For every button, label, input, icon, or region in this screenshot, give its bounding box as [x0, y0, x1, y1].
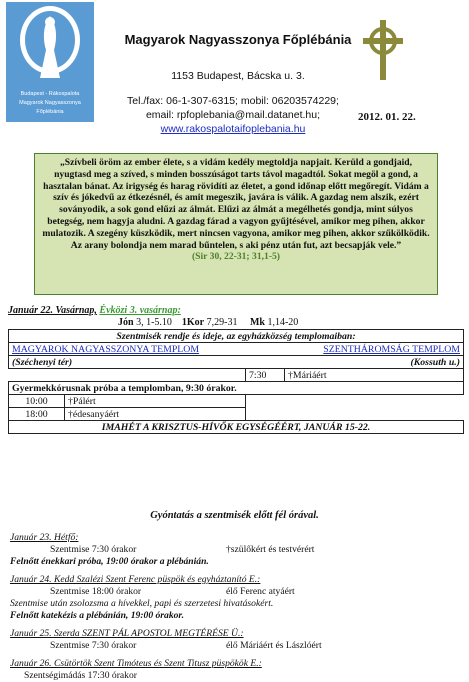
parish-title: Magyarok Nagyasszonya Főplébánia: [124, 32, 352, 47]
church-left-cell: [9, 343, 246, 356]
website-link[interactable]: www.rakospalotaifoplebania.hu: [160, 123, 306, 135]
cross-icon: [360, 20, 406, 80]
parish-logo: [6, 2, 94, 122]
sunday-date: Január 22. Vasárnap,: [8, 305, 97, 316]
logo-line-1: Budapest - Rákospalota: [20, 91, 80, 97]
bulletin-date: 2012. 01. 22.: [358, 111, 416, 123]
confession-note: Gyóntatás a szentmisék előtt fél órával.: [150, 510, 319, 521]
church-right-name: SZENTHÁROMSÁG TEMPLOM: [323, 343, 460, 355]
church-right-sub: (Kossuth u.): [246, 356, 464, 369]
parish-address: 1153 Budapest, Bácska u. 3.: [171, 70, 305, 82]
quote-box: [34, 153, 438, 295]
email-line: email: rpfoplebania@mail.datanet.hu;: [145, 109, 321, 121]
list-item: Január 25. Szerda SZENT PÁL APOSTOL MEGTÉRÉSE Ü.:: [10, 628, 244, 639]
quote-source: (Sir 30, 22-31; 31,1-5): [191, 251, 281, 263]
list-item: Január 24. Kedd Szalézi Szent Ferenc püspök és egyháztanító E.:: [10, 574, 261, 585]
mass-schedule-table: [8, 329, 464, 434]
church-right-cell: [246, 343, 464, 356]
table-row: 10:00 †Pálért: [9, 395, 464, 408]
schedule-intro: Szentmisék rendje és ideje, az egyházközség templomaiban:: [9, 330, 464, 343]
sunday-heading: Január 22. Vasárnap, Évközi 3. vasárnap:: [8, 305, 181, 316]
church-left-name: MAGYAROK NAGYASSZONYA TEMPLOM: [12, 343, 200, 355]
table-row: 18:00 †édesanyáért: [9, 408, 464, 421]
schedule-section: [8, 305, 464, 434]
sunday-name: Évközi 3. vasárnap: [99, 305, 178, 316]
right-church-intention: †Máriáért: [285, 369, 464, 382]
list-item: Január 26. Csütörtök Szent Timóteus és Szent Titusz püspökök E.:: [10, 658, 262, 669]
weekday-list: Január 23. Hétfő: Szentmise 7:30 órakor †szülőkért és testvérért Felnőtt énekkari próba, 19:00 órakor a plébánián. Január 24. Kedd Szalézi Szent Ferenc püspök és egyháztanító E.: Szentmise 18:00 órakor élő Ferenc atyáért Szentmise után zsolozsma a hívekkel, papi és szerzetesi hivatásokért. Felnőtt katekézis a plébánián, 19:00 órakor. Január 25. Szerda SZENT PÁL APOSTOL MEGTÉRÉSE Ü.: Szentmise 7:30 órakor élő Máriáért és Lászlóért Január 26. Csütörtök Szent Timóteus és Szent Titusz püspökök E.: Szentségimádás 17:30 órakor: [10, 532, 465, 682]
choir-note: Gyermekkórusnak próba a templomban, 9:30 órakor.: [9, 382, 464, 395]
church-left-sub: (Széchenyi tér): [9, 356, 246, 369]
list-item: Január 23. Hétfő:: [10, 532, 79, 543]
logo-line-2: Magyarok Nagyasszonya: [19, 100, 81, 106]
readings-line: Jón 3, 1-5.10 1Kor 7,29-31 Mk 1,14-20: [118, 317, 299, 328]
right-church-time: 7:30: [246, 369, 285, 382]
prayer-week: IMAHÉT A KRISZTUS-HÍVŐK EGYSÉGÉÉRT, JANUÁR 15-22.: [9, 421, 464, 434]
quote-text: „Szívbeli öröm az ember élete, s a vidám kedély megtoldja napjait. Kerüld a gondjaid, nyugtasd meg a szíved, s minden bosszúságot tarts távol magadtól. Sokat megöl a gond, a hasztalan bánat. Az irigység és harag rövidíti az életet, a gond időnap előtt megőregít. Vidám a szív és jókedvű az étkezésnél, és amit megeszik, javára is válik. A gazdag nem alszik, ezért soványodik, a sok gond elűzi az álmát. Elűzi az álmát a megélhetés gondja, mint súlyos betegség, nem hagyja aludni. A gazdag fárad a vagyon gyűjtésével, amikor meg pihen, akkor mulatozik. A szegény küszködik, mert nincsen vagyona, amikor meg pihen, akkor szűkölködik. Az arany bolondja nem marad bűntelen, s aki pénz után fut, azt becsapják vele.”: [42, 157, 430, 251]
logo-line-3: Főplébánia: [36, 109, 64, 115]
phone-line: Tel./fax: 06-1-307-6315; mobil: 06203574229;: [127, 95, 339, 107]
contact-block: [108, 94, 358, 136]
